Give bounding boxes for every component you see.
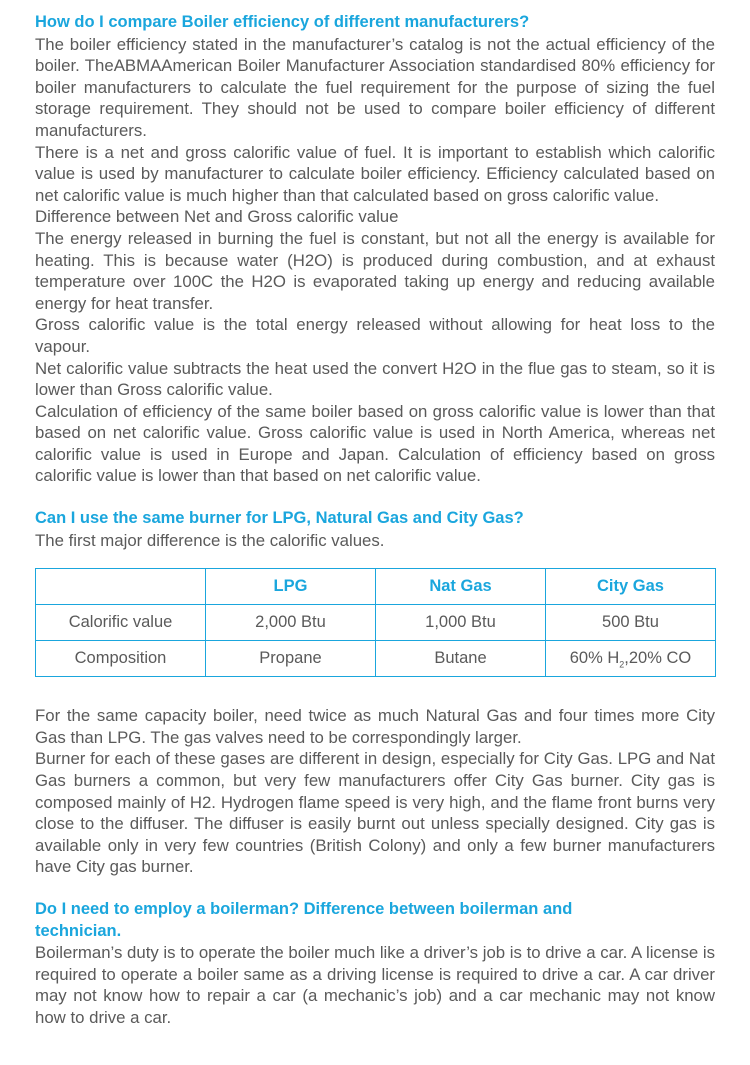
- paragraph: The boiler efficiency stated in the manufacturer’s catalog is not the actual efficiency of the boiler. TheABMAAmerican Boiler Manufacturer Association standardised 80% efficiency for boiler manufacturers to calculate the fuel requirement for the purpose of sizing the fuel storage requirement. They should not be used to compare boiler efficiency of different manufacturers.: [35, 34, 715, 140]
- paragraph: Net calorific value subtracts the heat used the convert H2O in the flue gas to steam, so it is lower than Gross calorific value.: [35, 358, 715, 400]
- table-header-cell: City Gas: [546, 569, 716, 605]
- table-header-cell: [36, 569, 206, 605]
- table-cell: Propane: [206, 641, 376, 677]
- formula-text: ,20% CO: [624, 648, 692, 667]
- table-cell: Butane: [376, 641, 546, 677]
- paragraph: Gross calorific value is the total energy released without allowing for heat loss to the vapour.: [35, 315, 715, 356]
- paragraph: Burner for each of these gases are different in design, especially for City Gas. LPG and Nat Gas burners a common, but very few manufacturers offer City Gas burner. City gas is composed mainly of H2. Hydrogen flame speed is very high, and the flame front burns very close to the diffuser. The diffuser is easily burnt out unless specially designed. City gas is available only in very few countries (British Colony) and only a few burner manufacturers have City gas burner.: [35, 749, 715, 877]
- table-cell: 2,000 Btu: [206, 605, 376, 641]
- paragraph: The energy released in burning the fuel is constant, but not all the energy is available for heating. This is because water (H2O) is produced during combustion, and at exhaust temperature over 100C the H2O is evaporated taking up energy and reducing available energy for heat transfer.: [35, 228, 715, 313]
- gas-comparison-table: [35, 568, 716, 677]
- table-header-cell: Nat Gas: [376, 569, 546, 605]
- formula-subscript: 2: [619, 658, 625, 669]
- table-cell: 1,000 Btu: [376, 605, 546, 641]
- table-header-cell: LPG: [206, 569, 376, 605]
- section-spacer: [35, 487, 715, 508]
- table-header-row: [36, 569, 716, 605]
- section-heading-boilerman: Do I need to employ a boilerman? Difference between boilerman and technician.: [35, 900, 573, 940]
- section-heading-boiler-efficiency: How do I compare Boiler efficiency of different manufacturers?: [35, 13, 530, 31]
- section-heading-burner-gases: Can I use the same burner for LPG, Natural Gas and City Gas?: [35, 509, 524, 528]
- paragraph: Difference between Net and Gross calorific value: [35, 207, 399, 227]
- paragraph: Calculation of efficiency of the same boiler based on gross calorific value is lower than that based on net calorific value. Gross calorific value is used in North America, whereas net calorific value is used in Europe and Japan. Calculation of efficiency based on gross calorific value is lower than that based on net calorific value.: [35, 401, 715, 486]
- paragraph: There is a net and gross calorific value of fuel. It is important to establish which calorific value is used by manufacturer to calculate boiler efficiency. Efficiency calculated based on net calorific value is much higher than that calculated based on gross calorific value.: [35, 142, 715, 205]
- table-row-label: Composition: [36, 641, 206, 677]
- table-row: [36, 641, 716, 677]
- paragraph: For the same capacity boiler, need twice as much Natural Gas and four times more City Gas than LPG. The gas valves need to be correspondingly larger.: [35, 706, 715, 747]
- table-row: [36, 605, 716, 641]
- formula-text: 60% H: [569, 648, 620, 667]
- section-spacer: [35, 878, 715, 899]
- paragraph: The first major difference is the calorific values.: [35, 530, 385, 550]
- table-cell-composition: [546, 641, 716, 677]
- table-cell: 500 Btu: [546, 605, 716, 641]
- table-row-label: Calorific value: [36, 605, 206, 641]
- paragraph: Boilerman’s duty is to operate the boiler much like a driver’s job is to drive a car. A license is required to operate a boiler same as a driving license is required to drive a car. A car driver may not know how to repair a car (a mechanic’s job) and a car mechanic may not know how to drive a car.: [35, 943, 715, 1027]
